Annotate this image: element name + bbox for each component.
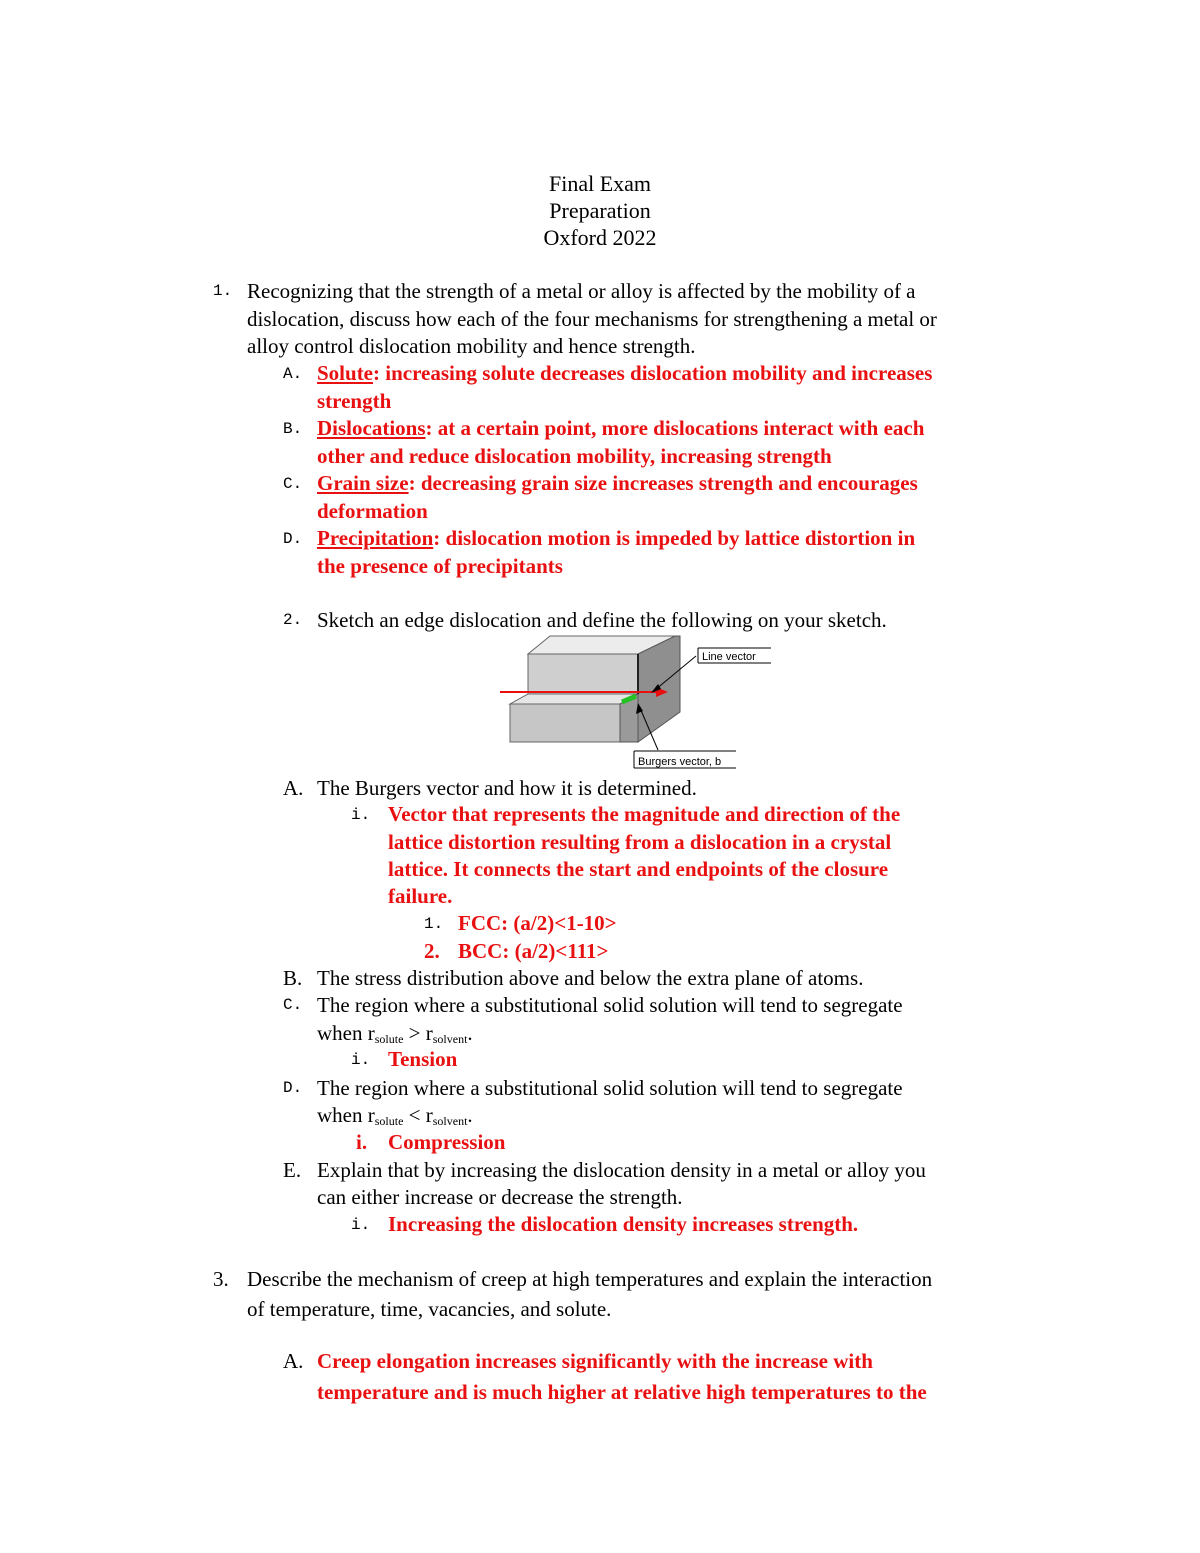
q3-marker: 3. (213, 1267, 229, 1291)
q2-a-i-line1: Vector that represents the magnitude and direction of the (388, 802, 901, 826)
q2-marker: 2. (283, 611, 303, 629)
q1-text-line3: alloy control dislocation mobility and hence strength. (247, 334, 696, 358)
q2-a-item1-text: FCC: (a/2)<1-10> (458, 911, 617, 935)
term-solute: Solute (317, 361, 374, 385)
q1-answer-a-line2: strength (317, 389, 392, 413)
q1-text-line2: dislocation, discuss how each of the four mechanisms for strengthening a metal or (247, 307, 937, 331)
q1-answer-d-line2: the presence of precipitants (317, 554, 563, 578)
q2-d-i-marker: i. (356, 1130, 368, 1154)
q1-answer-b-line1: Dislocations: at a certain point, more dislocations interact with each (317, 416, 925, 440)
figure-label-line-vector: Line vector (702, 651, 756, 663)
q3-a-line1: Creep elongation increases significantly with the increase with (317, 1349, 873, 1373)
q2-a-item2-marker: 2. (424, 939, 440, 963)
q1-marker: 1. (213, 282, 233, 300)
q2-text: Sketch an edge dislocation and define the following on your sketch. (317, 608, 887, 632)
term-grain-size: Grain size (317, 471, 409, 495)
doc-title-line1: Final Exam (548, 171, 652, 196)
q1-answer-d-marker: D. (283, 530, 303, 548)
q2-d-line2: when $r_{solute} < r_{solvent}$. (317, 1103, 473, 1128)
q2-c-i-marker: i. (351, 1051, 371, 1069)
q2-e-marker: E. (283, 1158, 302, 1182)
q2-d-marker: D. (283, 1079, 303, 1097)
q1-answer-a-line1: Solute: increasing solute decreases dislocation mobility and increases (317, 361, 933, 385)
q3-line2: of temperature, time, vacancies, and solute. (247, 1297, 612, 1321)
q2-b-text: The stress distribution above and below the extra plane of atoms. (317, 966, 864, 990)
q2-c-marker: C. (283, 996, 303, 1014)
term-dislocations: Dislocations (317, 416, 426, 440)
q2-a-i-line2: lattice distortion resulting from a dislocation in a crystal (388, 830, 892, 854)
q2-a-item1-marker: 1. (424, 915, 444, 933)
figure-label-burgers-vector: Burgers vector, b (638, 756, 722, 768)
q1-answer-c-line2: deformation (317, 499, 428, 523)
doc-title-line3: Oxford 2022 (543, 225, 657, 250)
q2-e-i-marker: i. (351, 1216, 371, 1234)
term-precipitation: Precipitation (317, 526, 434, 550)
q2-d-answer: Compression (388, 1130, 506, 1154)
q2-a-i-line3: lattice. It connects the start and endpoints of the closure (388, 857, 889, 881)
q3-a-line2: temperature and is much higher at relative high temperatures to the (317, 1380, 927, 1404)
q2-c-answer: Tension (388, 1047, 458, 1071)
q2-a-item2-text: BCC: (a/2)<111> (458, 939, 609, 963)
q2-a-marker: A. (283, 776, 304, 800)
q2-e-answer: Increasing the dislocation density increases strength. (388, 1212, 859, 1236)
q2-a-text: The Burgers vector and how it is determined. (317, 776, 697, 800)
q1-answer-c-marker: C. (283, 475, 303, 493)
q3-line1: Describe the mechanism of creep at high temperatures and explain the interaction (247, 1267, 933, 1291)
q1-answer-b-line2: other and reduce dislocation mobility, increasing strength (317, 444, 832, 468)
q2-c-line1: The region where a substitutional solid solution will tend to segregate (317, 993, 903, 1017)
q1-answer-a-marker: A. (283, 365, 303, 383)
q1-answer-d-line1: Precipitation: dislocation motion is impeded by lattice distortion in (317, 526, 916, 550)
q1-answer-c-line1: Grain size: decreasing grain size increases strength and encourages (317, 471, 918, 495)
q2-d-line1: The region where a substitutional solid solution will tend to segregate (317, 1076, 903, 1100)
doc-title-line2: Preparation (549, 198, 651, 223)
q2-c-line2: when $r_{solute} > r_{solvent}$. (317, 1021, 473, 1046)
q2-a-i-line4: failure. (388, 884, 453, 908)
edge-dislocation-figure (498, 632, 788, 774)
q2-e-line1: Explain that by increasing the dislocation density in a metal or alloy you (317, 1158, 926, 1182)
q2-a-i-marker: i. (351, 806, 371, 824)
q1-answer-b-marker: B. (283, 420, 303, 438)
q1-text-line1: Recognizing that the strength of a metal or alloy is affected by the mobility of a (247, 279, 916, 303)
q2-e-line2: can either increase or decrease the strength. (317, 1185, 683, 1209)
q2-b-marker: B. (283, 966, 303, 990)
q3-a-marker: A. (283, 1349, 304, 1373)
